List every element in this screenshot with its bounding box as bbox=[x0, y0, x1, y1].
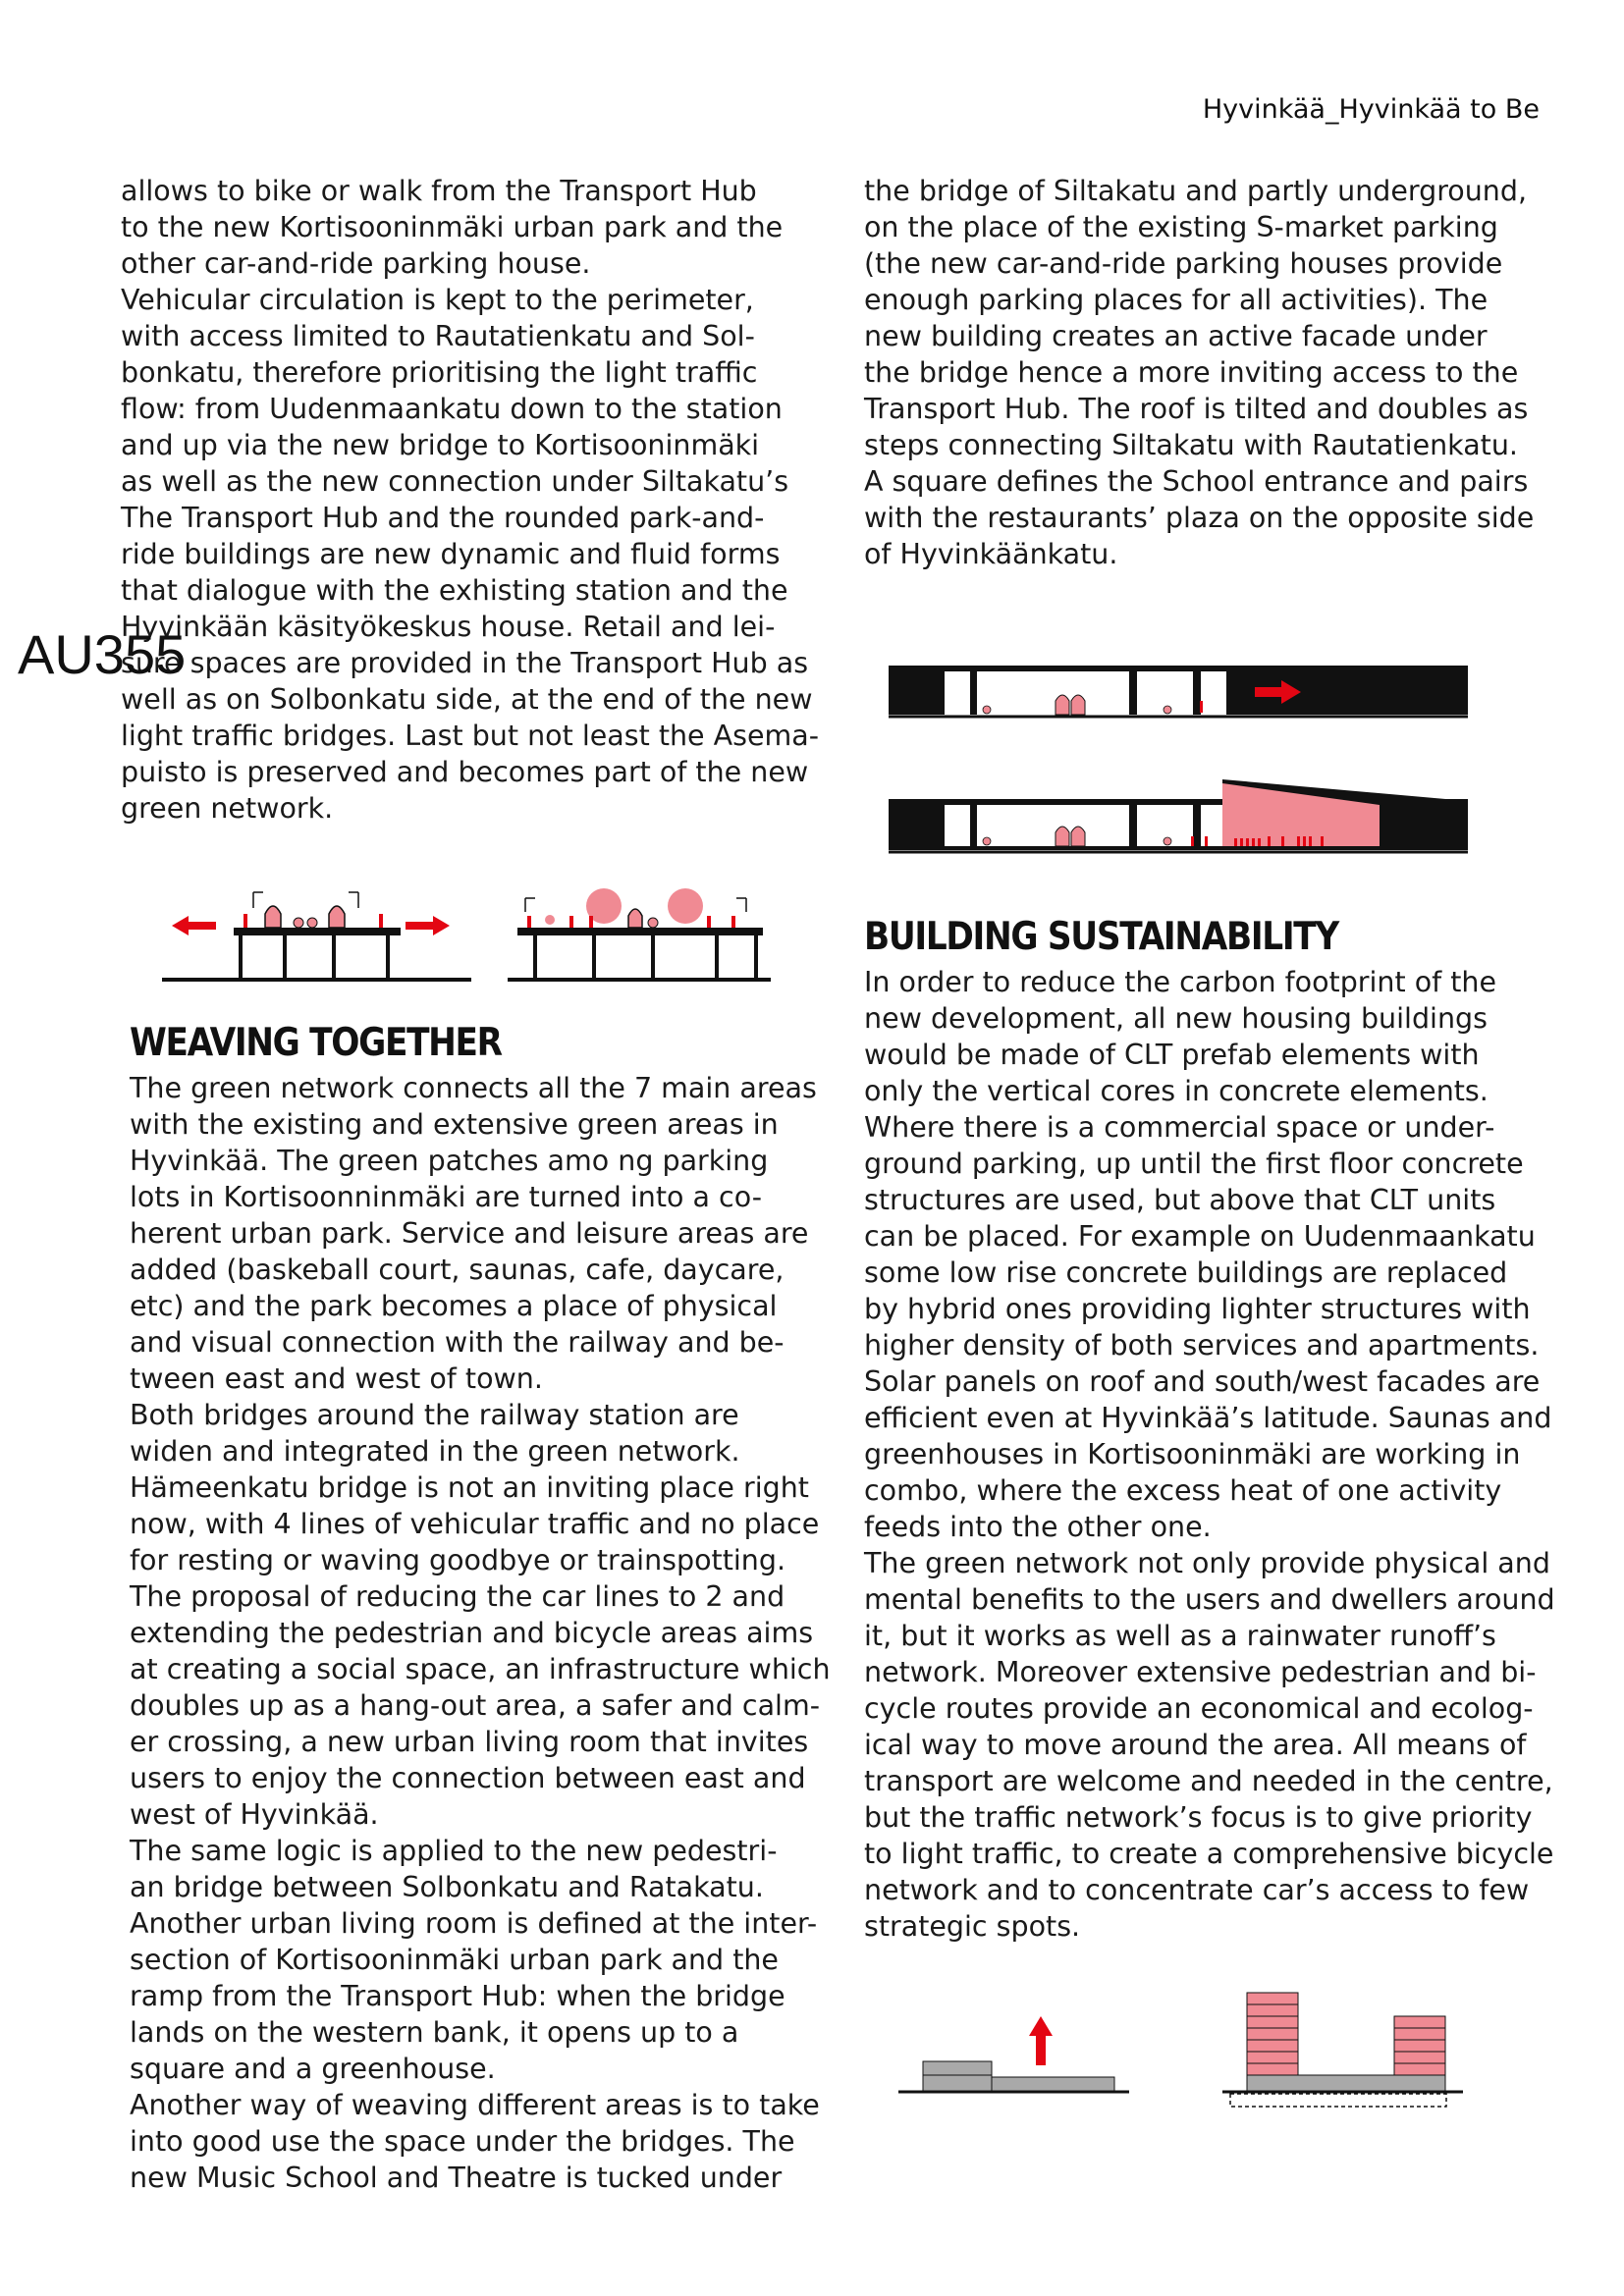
building-sustainability-heading: BUILDING SUSTAINABILITY bbox=[864, 915, 1338, 959]
text-line: A square defines the School entrance and pairs bbox=[864, 465, 1529, 498]
text-line: The proposal of reducing the car lines to 2 and bbox=[130, 1580, 785, 1613]
text-line: In order to reduce the carbon footprint of the bbox=[864, 966, 1497, 998]
weaving-together-text bbox=[130, 1070, 837, 2196]
transport-hub-section-2 bbox=[889, 775, 1478, 856]
text-line: Another way of weaving different areas is to take bbox=[130, 2089, 820, 2121]
text-line: mental benefits to the users and dwellers around bbox=[864, 1583, 1555, 1616]
text-line: Another urban living room is defined at the inter- bbox=[130, 1907, 818, 1940]
text-line: ical way to move around the area. All means of bbox=[864, 1729, 1527, 1761]
text-line: The green network connects all the 7 main areas bbox=[130, 1072, 817, 1104]
text-line: combo, where the excess heat of one activity bbox=[864, 1474, 1502, 1507]
transport-hub-section-1 bbox=[889, 664, 1478, 722]
text-line: with access limited to Rautatienkatu and Sol- bbox=[121, 320, 755, 352]
text-line: structures are used, but above that CLT units bbox=[864, 1184, 1496, 1216]
text-line: sure spaces are provided in the Transport Hub as bbox=[121, 647, 809, 679]
text-line: as well as the new connection under Siltakatu’s bbox=[121, 465, 789, 498]
bridge-section-diagram-2 bbox=[506, 877, 781, 987]
text-line: the bridge of Siltakatu and partly underground, bbox=[864, 175, 1528, 207]
text-line: Where there is a commercial space or under- bbox=[864, 1111, 1495, 1144]
text-line: widen and integrated in the green network. bbox=[130, 1435, 740, 1468]
running-header: Hyvinkää_Hyvinkää to Be bbox=[1202, 94, 1540, 125]
text-line: to the new Kortisooninmäki urban park and the bbox=[121, 211, 784, 243]
right-intro-text bbox=[864, 173, 1571, 572]
text-line: can be placed. For example on Uudenmaankatu bbox=[864, 1220, 1536, 1253]
text-line: higher density of both services and apartments. bbox=[864, 1329, 1540, 1362]
text-line: lands on the western bank, it opens up to a bbox=[130, 2016, 739, 2049]
text-line: west of Hyvinkää. bbox=[130, 1798, 379, 1831]
text-line: for resting or waving goodbye or trainspotting. bbox=[130, 1544, 786, 1576]
text-line: network and to concentrate car’s access to few bbox=[864, 1874, 1530, 1906]
text-line: steps connecting Siltakatu with Rautatienkatu. bbox=[864, 429, 1518, 461]
bridge-section-diagram-1 bbox=[157, 879, 481, 987]
text-line: efficient even at Hyvinkää’s latitude. Saunas and bbox=[864, 1402, 1552, 1434]
low-rise-building-diagram bbox=[898, 2012, 1134, 2110]
text-line: that dialogue with the exhisting station and the bbox=[121, 574, 788, 607]
text-line: cycle routes provide an economical and ecolog- bbox=[864, 1692, 1534, 1725]
text-line: but the traffic network’s focus is to give priority bbox=[864, 1801, 1533, 1834]
text-line: with the restaurants’ plaza on the opposite side bbox=[864, 502, 1535, 534]
text-line: would be made of CLT prefab elements with bbox=[864, 1039, 1480, 1071]
text-line: new development, all new housing buildings bbox=[864, 1002, 1488, 1035]
hybrid-building-diagram bbox=[1222, 1983, 1488, 2120]
text-line: herent urban park. Service and leisure areas are bbox=[130, 1217, 809, 1250]
text-line: bonkatu, therefore prioritising the light traffic bbox=[121, 356, 758, 389]
text-line: lots in Kortisoonninmäki are turned into a co- bbox=[130, 1181, 762, 1213]
text-line: The Transport Hub and the rounded park-and- bbox=[121, 502, 765, 534]
text-line: ground parking, up until the first floor concrete bbox=[864, 1148, 1524, 1180]
text-line: (the new car-and-ride parking houses provide bbox=[864, 247, 1503, 280]
text-line: ramp from the Transport Hub: when the bridge bbox=[130, 1980, 785, 2012]
text-line: new building creates an active facade under bbox=[864, 320, 1488, 352]
text-line: new Music School and Theatre is tucked under bbox=[130, 2162, 783, 2194]
text-line: into good use the space under the bridges. The bbox=[130, 2125, 795, 2158]
text-line: other car-and-ride parking house. bbox=[121, 247, 591, 280]
text-line: with the existing and extensive green areas in bbox=[130, 1108, 779, 1141]
text-line: on the place of the existing S-market parking bbox=[864, 211, 1498, 243]
text-line: ride buildings are new dynamic and fluid forms bbox=[121, 538, 781, 570]
text-line: allows to bike or walk from the Transport Hub bbox=[121, 175, 757, 207]
text-line: and up via the new bridge to Kortisooninmäki bbox=[121, 429, 760, 461]
text-line: now, with 4 lines of vehicular traffic and no place bbox=[130, 1508, 820, 1540]
text-line: puisto is preserved and becomes part of the new bbox=[121, 756, 809, 788]
text-line: green network. bbox=[121, 792, 334, 825]
text-line: transport are welcome and needed in the centre, bbox=[864, 1765, 1553, 1797]
text-line: added (baskeball court, saunas, cafe, daycare, bbox=[130, 1254, 785, 1286]
text-line: The same logic is applied to the new pedestri- bbox=[130, 1835, 778, 1867]
text-line: Hyvinkään käsityökeskus house. Retail and lei- bbox=[121, 611, 776, 643]
text-line: er crossing, a new urban living room that invites bbox=[130, 1726, 809, 1758]
text-line: Transport Hub. The roof is tilted and doubles as bbox=[864, 393, 1529, 425]
text-line: the bridge hence a more inviting access to the bbox=[864, 356, 1519, 389]
text-line: Hyvinkää. The green patches amo ng parking bbox=[130, 1145, 769, 1177]
text-line: greenhouses in Kortisooninmäki are working in bbox=[864, 1438, 1521, 1470]
text-line: enough parking places for all activities). The bbox=[864, 284, 1489, 316]
page-code-label: AU355 bbox=[18, 623, 187, 685]
text-line: feeds into the other one. bbox=[864, 1511, 1212, 1543]
weaving-together-heading: WEAVING TOGETHER bbox=[130, 1021, 502, 1065]
building-sustainability-text bbox=[864, 964, 1571, 1945]
text-line: to light traffic, to create a comprehensive bicycle bbox=[864, 1838, 1554, 1870]
text-line: network. Moreover extensive pedestrian and bi- bbox=[864, 1656, 1537, 1688]
text-line: an bridge between Solbonkatu and Ratakatu. bbox=[130, 1871, 764, 1903]
text-line: by hybrid ones providing lighter structures with bbox=[864, 1293, 1531, 1325]
text-line: etc) and the park becomes a place of physical bbox=[130, 1290, 778, 1322]
text-line: some low rise concrete buildings are replaced bbox=[864, 1256, 1508, 1289]
text-line: The green network not only provide physical and bbox=[864, 1547, 1550, 1579]
text-line: tween east and west of town. bbox=[130, 1362, 543, 1395]
left-intro-text bbox=[121, 173, 828, 827]
text-line: flow: from Uudenmaankatu down to the station bbox=[121, 393, 783, 425]
text-line: section of Kortisooninmäki urban park and the bbox=[130, 1944, 779, 1976]
text-line: Both bridges around the railway station are bbox=[130, 1399, 739, 1431]
text-line: only the vertical cores in concrete elements. bbox=[864, 1075, 1489, 1107]
text-line: square and a greenhouse. bbox=[130, 2053, 496, 2085]
text-line: Vehicular circulation is kept to the perimeter, bbox=[121, 284, 754, 316]
text-line: Hämeenkatu bridge is not an inviting place right bbox=[130, 1471, 809, 1504]
text-line: Solar panels on roof and south/west facades are bbox=[864, 1365, 1541, 1398]
text-line: it, but it works as well as a rainwater runoff’s bbox=[864, 1620, 1496, 1652]
text-line: strategic spots. bbox=[864, 1910, 1081, 1943]
text-line: users to enjoy the connection between east and bbox=[130, 1762, 806, 1794]
text-line: light traffic bridges. Last but not least the Asema- bbox=[121, 720, 820, 752]
text-line: well as on Solbonkatu side, at the end of the new bbox=[121, 683, 813, 716]
text-line: of Hyvinkäänkatu. bbox=[864, 538, 1118, 570]
text-line: extending the pedestrian and bicycle areas aims bbox=[130, 1617, 814, 1649]
text-line: and visual connection with the railway and be- bbox=[130, 1326, 785, 1359]
text-line: doubles up as a hang-out area, a safer and calm- bbox=[130, 1689, 821, 1722]
text-line: at creating a social space, an infrastructure which bbox=[130, 1653, 831, 1685]
